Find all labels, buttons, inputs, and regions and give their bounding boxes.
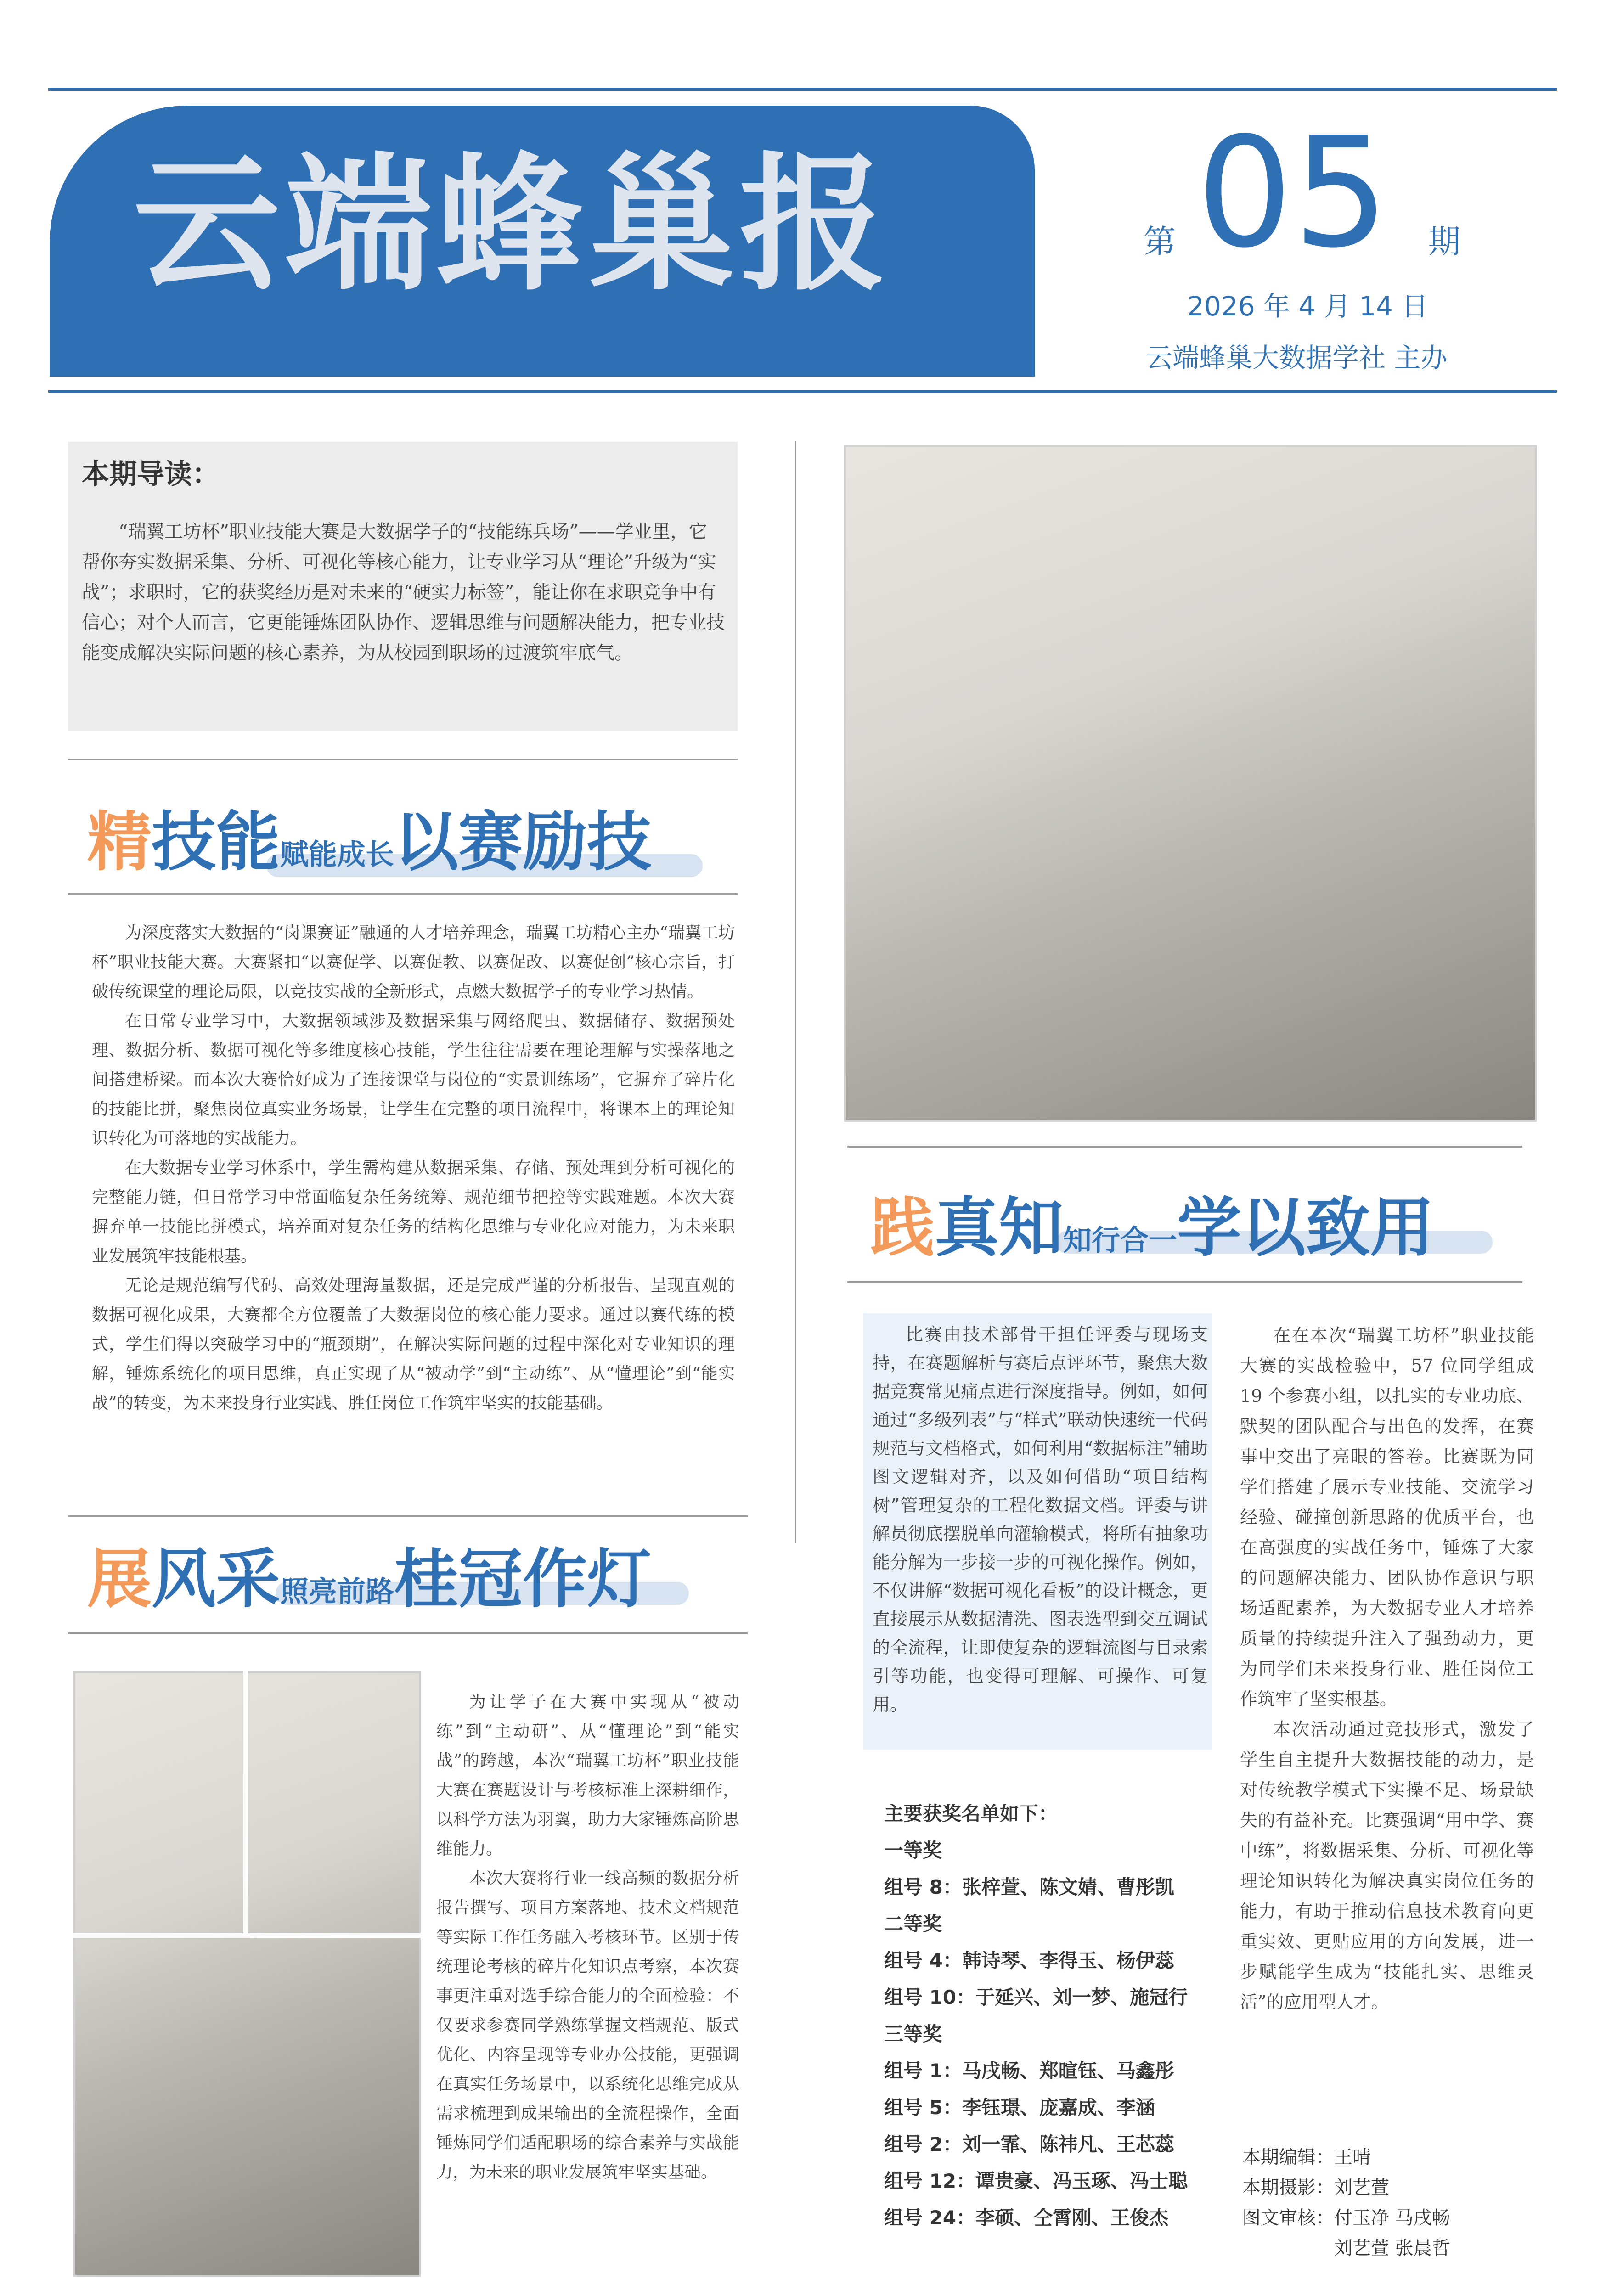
section1-title-tail: 以赛励技	[394, 805, 652, 880]
collage-divider	[243, 1671, 248, 1933]
section3-title-small: 知行合一	[1063, 1223, 1178, 1257]
credit-line: 图文审核：付玉净 马戌畅	[1242, 2207, 1450, 2228]
section3-title-main: 真知	[935, 1191, 1064, 1266]
paragraph: 在日常专业学习中，大数据领域涉及数据采集与网络爬虫、数据储存、数据预处理、数据分析、数据可视化等多维度核心技能，学生往往需要在理论理解与实操落地之间搭建桥梁。而本次大赛恰好成为了连接课堂与岗位的“实景训练场”，它摒弃了碎片化的技能比拼，聚焦岗位真实业务场景，让学生在完整的项目流程中，将课本上的理论知识转化为可落地的实战能力。	[92, 1012, 735, 1148]
paragraph: 在在本次“瑞翼工坊杯”职业技能大赛的实战检验中，57 位同学组成 19 个参赛小组，以扎实的专业功底、默契的团队配合与出色的发挥，在赛事中交出了亮眼的答卷。比赛既为同学们搭建了展示专业技能、交流学习经验、碰撞创新思路的优质平台，也在高强度的实战任务中，锤炼了大家的问题解决能力、团队协作意识与职场适配素养，为大数据专业人才培养质量的持续提升注入了强劲动力，更为同学们未来投身行业、胜任岗位工作筑牢了坚实根基。	[1240, 1325, 1534, 1709]
issue-prefix: 第	[1144, 223, 1176, 260]
section1-title-main: 技能	[152, 805, 281, 880]
section2-title-first: 展	[87, 1542, 152, 1617]
masthead-rule	[48, 390, 1557, 393]
paragraph: 为让学子在大赛中实现从“被动练”到“主动研”、从“懂理论”到“能实战”的跨越，本次“瑞翼工坊杯”职业技能大赛在赛题设计与考核标准上深耕细作，以科学方法为羽翼，助力大家锤炼高阶思维能力。	[436, 1693, 739, 1858]
section-rule	[847, 1146, 1522, 1148]
paragraph: 无论是规范编写代码、高效处理海量数据，还是完成严谨的分析报告、呈现直观的数据可视化成果，大赛都全方位覆盖了大数据岗位的核心能力要求。通过以赛代练的模式，学生们得以突破学习中的“瓶颈期”，在解决实际问题的过程中深化对专业知识的理解，锤炼系统化的项目思维，真正实现了从“被动学”到“主动练”、从“懂理论”到“能实战”的转变，为未来投身行业实践、胜任岗位工作筑牢坚实的技能基础。	[92, 1276, 735, 1412]
column-divider	[795, 441, 796, 1543]
group-photo	[844, 445, 1537, 1122]
section3-title-tail: 学以致用	[1177, 1191, 1435, 1266]
section-rule	[68, 893, 738, 895]
guide-title: 本期导读：	[82, 458, 220, 490]
section-rule	[68, 1515, 748, 1517]
credit-line: 刘艺萱 张晨哲	[1242, 2238, 1450, 2259]
award-list	[884, 1795, 1233, 2236]
section3-title-first: 践	[870, 1191, 935, 1266]
section1-title	[87, 805, 652, 880]
award-line: 组号 5：李钰璟、庞嘉成、李涵	[884, 2096, 1155, 2119]
section1-body	[92, 918, 735, 1418]
section-rule	[68, 759, 738, 760]
credits	[1242, 2142, 1536, 2263]
award-line: 组号 24：李硕、仝霄刚、王俊杰	[884, 2206, 1169, 2229]
issue-number: 05	[1196, 105, 1389, 281]
section2-title	[87, 1542, 652, 1617]
section3-title	[870, 1191, 1435, 1266]
publisher: 云端蜂巢大数据学社 主办	[1146, 342, 1448, 373]
issue-suffix: 期	[1428, 223, 1460, 260]
paragraph: 本次大赛将行业一线高频的数据分析报告撰写、项目方案落地、技术文档规范等实际工作任务融入考核环节。区别于传统理论考核的碎片化知识点考察，本次赛事更注重对选手综合能力的全面检验：不仅要求参赛同学熟练掌握文档规范、版式优化、内容呈现等专业办公技能，更强调在真实任务场景中，以系统化思维完成从需求梳理到成果输出的全流程操作，全面锤炼同学们适配职场的综合素养与实战能力，为未来的职业发展筑牢坚实基础。	[436, 1869, 739, 2182]
issue-date: 2026 年 4 月 14 日	[1187, 291, 1428, 322]
award-line: 组号 8：张梓萱、陈文婧、曹彤凯	[884, 1876, 1174, 1898]
award-line: 组号 10：于延兴、刘一梦、施冠行	[884, 1986, 1188, 2009]
highlight-box-text: 比赛由技术部骨干担任评委与现场支持，在赛题解析与赛后点评环节，聚焦大数据竞赛常见痛点进行深度指导。例如，如何通过“多级列表”与“样式”联动快速统一代码规范与文档格式，如何利用“数据标注”辅助图文逻辑对齐，以及如何借助“项目结构树”管理复杂的工程化数据文档。评委与讲解员彻底摆脱单向灌输模式，将所有抽象功能分解为一步接一步的可视化操作。例如，不仅讲解“数据可视化看板”的设计概念，更直接展示从数据清洗、图表选型到交互调试的全流程，让即使复杂的逻辑流图与目录索引等功能，也变得可理解、可操作、可复用。	[873, 1324, 1208, 1715]
credit-line: 本期摄影：刘艺萱	[1242, 2177, 1389, 2198]
award-heading: 主要获奖名单如下：	[884, 1802, 1058, 1825]
award-line: 一等奖	[884, 1839, 942, 1862]
award-line: 组号 2：刘一霏、陈祎凡、王芯蕊	[884, 2133, 1174, 2155]
section1-title-small: 赋能成长	[280, 838, 394, 871]
section1-title-first: 精	[87, 805, 152, 880]
section2-title-small: 照亮前路	[280, 1575, 394, 1608]
paragraph: 为深度落实大数据的“岗课赛证”融通的人才培养理念，瑞翼工坊精心主办“瑞翼工坊杯”职业技能大赛。大赛紧扣“以赛促学、以赛促教、以赛促改、以赛促创”核心宗旨，打破传统课堂的理论局限，以竞技实战的全新形式，点燃大数据学子的专业学习热情。	[92, 923, 735, 1001]
paragraph: 在大数据专业学习体系中，学生需构建从数据采集、存储、预处理到分析可视化的完整能力链，但日常学习中常面临复杂任务统筹、规范细节把控等实践难题。本次大赛摒弃单一技能比拼模式，培养面对复杂任务的结构化思维与专业化应对能力，为未来职业发展筑牢技能根基。	[92, 1159, 735, 1266]
section-rule	[68, 1632, 748, 1634]
section2-title-tail: 桂冠作灯	[394, 1542, 652, 1617]
award-line: 三等奖	[884, 2023, 942, 2045]
section2-body	[436, 1688, 739, 2187]
newspaper-title: 云端蜂巢报	[133, 140, 891, 310]
credit-line: 本期编辑：王晴	[1242, 2147, 1371, 2168]
award-line: 二等奖	[884, 1913, 942, 1935]
guide-text: “瑞翼工坊杯”职业技能大赛是大数据学子的“技能练兵场”——学业里，它帮你夯实数据采集、分析、可视化等核心能力，让专业学习从“理论”升级为“实战”；求职时，它的获奖经历是对未来的“硬实力标签”，能让你在求职竞争中有信心；对个人而言，它更能锤炼团队协作、逻辑思维与问题解决能力，把专业技能变成解决实际问题的核心素养，为从校园到职场的过渡筑牢底气。	[82, 521, 725, 664]
paragraph: 本次活动通过竞技形式，激发了学生自主提升大数据技能的动力，是对传统教学模式下实操不足、场景缺失的有益补充。比赛强调“用中学、赛中练”，将数据采集、分析、可视化等理论知识转化为解决真实岗位任务的能力，有助于推动信息技术教育向更重实效、更贴应用的方向发展，进一步赋能学生成为“技能扎实、思维灵活”的应用型人才。	[1240, 1719, 1534, 2012]
award-line: 组号 1：马戌畅、郑暄钰、马鑫彤	[884, 2060, 1174, 2082]
section2-title-main: 风采	[152, 1542, 281, 1617]
award-line: 组号 4：韩诗琴、李得玉、杨伊蕊	[884, 1949, 1174, 1972]
collage-divider	[73, 1933, 421, 1938]
section3-body	[1240, 1320, 1534, 2017]
section-rule	[847, 1281, 1522, 1283]
top-rule	[48, 88, 1557, 91]
award-line: 组号 12：谭贵豪、冯玉琢、冯士聪	[884, 2170, 1188, 2192]
